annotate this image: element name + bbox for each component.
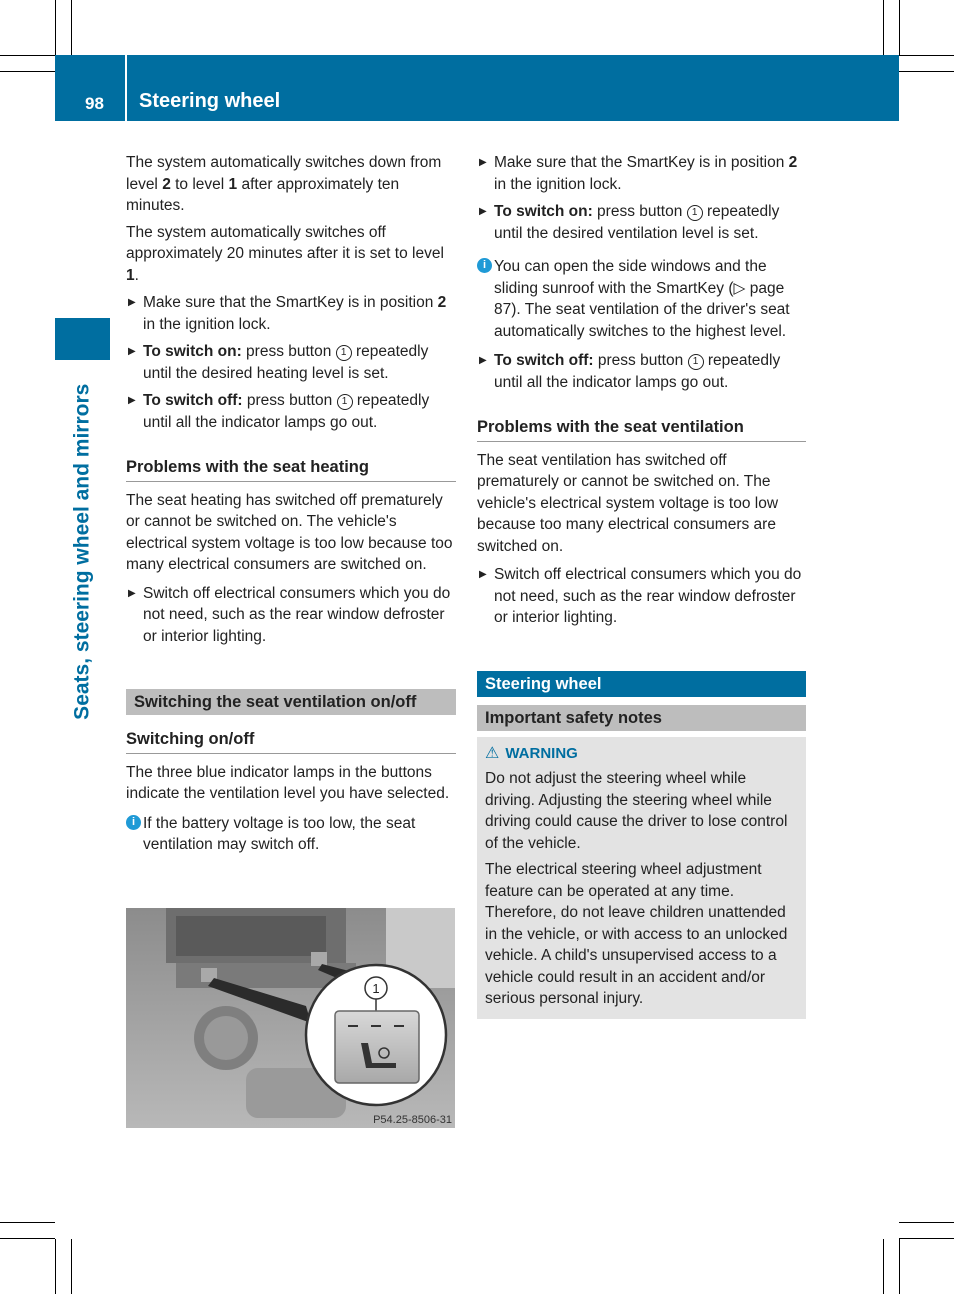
instruction-step: ▶ Make sure that the SmartKey is in position 2 in the ignition lock. bbox=[128, 294, 447, 333]
arrow-icon: ▶ bbox=[479, 206, 487, 217]
crop-mark bbox=[899, 71, 954, 72]
crop-mark bbox=[899, 1222, 954, 1223]
page-header bbox=[55, 55, 899, 121]
console-illustration bbox=[126, 908, 455, 1128]
instruction-step: ▶ Make sure that the SmartKey is in position 2 in the ignition lock. bbox=[479, 154, 798, 193]
arrow-icon: ▶ bbox=[479, 157, 487, 168]
crop-mark bbox=[883, 0, 884, 55]
crop-mark bbox=[0, 1222, 55, 1223]
crop-mark bbox=[0, 1238, 55, 1239]
callout-number-icon: 1 bbox=[687, 205, 703, 221]
left-column bbox=[126, 152, 456, 864]
section-bar: Steering wheel bbox=[477, 671, 806, 697]
warning-paragraph: The electrical steering wheel adjustment feature can be operated at any time. Therefore, do not leave children unattended in the vehicle, or with access to an unlocked vehicle. A child's unsupervised access to a vehicle could result in an accident and/or serious personal injury. bbox=[485, 861, 788, 1007]
callout-number-icon: 1 bbox=[688, 354, 704, 370]
callout-number-icon: 1 bbox=[337, 394, 353, 410]
warning-box bbox=[477, 737, 806, 1019]
instruction-step: ▶ To switch off: press button 1 repeatedly until all the indicator lamps go out. bbox=[479, 352, 781, 391]
paragraph: The seat heating has switched off prematurely or cannot be switched on. The vehicle's electrical system voltage is too low because too many electrical consumers are switched on. bbox=[126, 491, 453, 573]
info-note: i If the battery voltage is too low, the seat ventilation may switch off. bbox=[126, 813, 456, 856]
instruction-step: ▶ To switch on: press button 1 repeatedly until the desired ventilation level is set. bbox=[479, 203, 780, 242]
arrow-icon: ▶ bbox=[479, 569, 487, 580]
paragraph: The three blue indicator lamps in the buttons indicate the ventilation level you have selected. bbox=[126, 763, 450, 802]
seat-ventilation-figure bbox=[126, 908, 455, 1128]
subsection-bar: Important safety notes bbox=[477, 705, 806, 731]
crop-mark bbox=[0, 55, 55, 56]
instruction-step: ▶ Switch off electrical consumers which you do not need, such as the rear window defroster or interior lighting. bbox=[479, 566, 802, 626]
paragraph: The seat ventilation has switched off prematurely or cannot be switched on. The vehicle's electrical system voltage is too low because too many electrical consumers are switched on. bbox=[477, 451, 779, 555]
arrow-icon: ▶ bbox=[128, 346, 136, 357]
figure-code: P54.25-8506-31 bbox=[373, 1114, 452, 1126]
section-heading: Switching on/off bbox=[126, 729, 456, 754]
chapter-title: Seats, steering wheel and mirrors bbox=[70, 383, 94, 720]
chapter-tab bbox=[55, 318, 110, 360]
arrow-icon: ▶ bbox=[479, 355, 487, 366]
instruction-step: ▶ To switch on: press button 1 repeatedly until the desired heating level is set. bbox=[128, 343, 429, 382]
info-icon: i bbox=[477, 258, 492, 273]
right-column bbox=[477, 152, 806, 1019]
arrow-icon: ▶ bbox=[128, 587, 136, 599]
arrow-icon: ▶ bbox=[128, 395, 136, 406]
header-divider bbox=[125, 55, 127, 121]
crop-mark bbox=[0, 71, 55, 72]
arrow-icon: ▶ bbox=[128, 297, 136, 308]
section-heading: Problems with the seat heating bbox=[126, 457, 456, 482]
crop-mark bbox=[55, 1239, 56, 1294]
crop-mark bbox=[899, 55, 954, 56]
crop-mark bbox=[899, 1238, 954, 1239]
section-bar: Switching the seat ventilation on/off bbox=[126, 689, 456, 715]
section-heading: Problems with the seat ventilation bbox=[477, 417, 806, 442]
crop-mark bbox=[71, 1239, 72, 1294]
page-number: 98 bbox=[85, 94, 104, 113]
warning-paragraph: Do not adjust the steering wheel while driving. Adjusting the steering wheel while driving could cause the driver to lose control of the vehicle. bbox=[485, 770, 788, 852]
warning-icon: ⚠ bbox=[485, 744, 500, 762]
crop-mark bbox=[899, 1239, 900, 1294]
paragraph: The system automatically switches down from level 2 to level 1 after approximately ten minutes. bbox=[126, 154, 442, 214]
info-note: i You can open the side windows and the sliding sunroof with the SmartKey (▷ page 87). The seat ventilation of the driver's seat automatically switches to the highest level. bbox=[477, 256, 806, 342]
page-title: Steering wheel bbox=[139, 90, 281, 112]
instruction-step: ▶ To switch off: press button 1 repeatedly until all the indicator lamps go out. bbox=[128, 392, 430, 431]
crop-mark bbox=[55, 0, 56, 55]
crop-mark bbox=[71, 0, 72, 55]
figure-callout: 1 bbox=[372, 981, 380, 996]
crop-mark bbox=[899, 0, 900, 55]
instruction-step: ▶ Switch off electrical consumers which you do not need, such as the rear window defroster or interior lighting. bbox=[128, 584, 451, 645]
paragraph: The system automatically switches off approximately 20 minutes after it is set to level 1. bbox=[126, 223, 444, 284]
warning-title: ⚠ WARNING bbox=[485, 744, 578, 762]
callout-number-icon: 1 bbox=[336, 345, 352, 361]
crop-mark bbox=[883, 1239, 884, 1294]
info-icon: i bbox=[126, 815, 141, 830]
